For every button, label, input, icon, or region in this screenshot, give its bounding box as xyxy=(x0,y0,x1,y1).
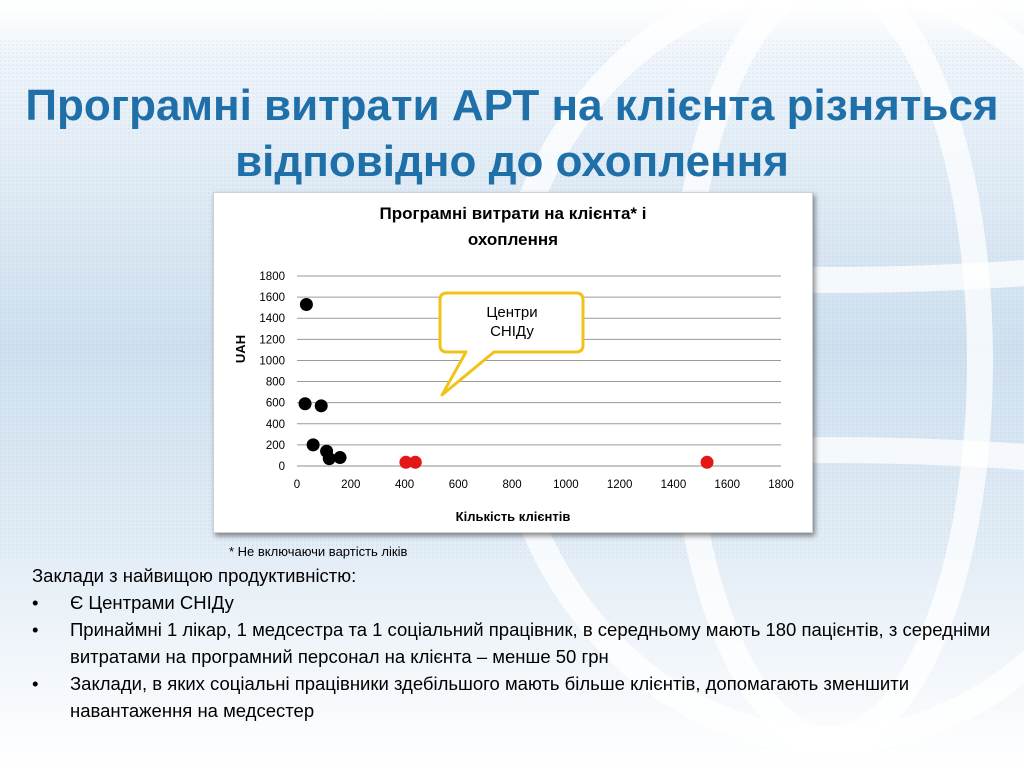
data-point xyxy=(409,456,422,469)
data-point xyxy=(701,456,714,469)
callout-text-line-2: СНІДу xyxy=(490,323,534,340)
data-point xyxy=(315,399,328,412)
x-tick-label: 800 xyxy=(502,479,522,491)
x-tick-label: 200 xyxy=(341,479,361,491)
scatter-chart xyxy=(214,193,812,532)
chart-container xyxy=(213,192,813,533)
callout-bubble xyxy=(440,293,583,395)
y-tick-label: 1200 xyxy=(259,334,285,347)
x-tick-label: 1800 xyxy=(768,479,794,491)
bullet-icon: • xyxy=(32,619,39,640)
x-axis-label: Кількість клієнтів xyxy=(455,509,571,524)
x-tick-label: 400 xyxy=(394,479,415,491)
chart-title-line-1: Програмні витрати на клієнта* і xyxy=(379,204,647,223)
bullet-icon: • xyxy=(32,592,39,613)
callout-text-line-1: Центри xyxy=(486,304,538,321)
y-tick-label: 0 xyxy=(278,461,285,473)
x-tick-label: 1600 xyxy=(714,479,741,491)
intro-text: Заклади з найвищою продуктивністю: xyxy=(32,565,357,586)
slide-title: Програмні витрати АРТ на клієнта різняться відповідно до охоплення xyxy=(25,81,999,186)
list-item xyxy=(32,589,1007,616)
x-tick-label: 0 xyxy=(293,479,301,491)
y-tick-label: 1400 xyxy=(259,313,285,326)
list-item xyxy=(32,616,1007,670)
chart-title-line-2: охоплення xyxy=(467,230,559,249)
list-item xyxy=(32,670,1007,724)
data-point xyxy=(300,298,313,311)
y-axis-label: UAH xyxy=(233,334,248,364)
bullet-icon: • xyxy=(32,673,39,694)
list-item-text: Заклади, в яких соціальні працівники здебільшого мають більше клієнтів, допомагають зменшити навантаження на медсестер xyxy=(70,673,910,721)
x-tick-label: 1200 xyxy=(606,479,633,491)
y-tick-label: 1000 xyxy=(259,355,285,368)
chart-footnote: * Не включаючи вартість ліків xyxy=(229,544,408,559)
data-point xyxy=(299,397,312,410)
y-tick-label: 1600 xyxy=(259,292,285,305)
data-point xyxy=(307,438,320,451)
x-tick-label: 600 xyxy=(448,479,468,491)
y-tick-label: 800 xyxy=(265,376,285,389)
list-item-text: Принаймні 1 лікар, 1 медсестра та 1 соціальний працівник, в середньому мають 180 пацієнтів, з середніми витратами на програмний персонал на клієнта – менше 50 грн xyxy=(70,619,991,667)
y-tick-label: 600 xyxy=(265,397,285,410)
data-point xyxy=(334,451,347,464)
y-tick-label: 200 xyxy=(265,439,285,452)
body-text xyxy=(32,562,1007,724)
x-tick-label: 1400 xyxy=(660,479,687,491)
y-tick-label: 1800 xyxy=(259,271,285,283)
x-tick-label: 1000 xyxy=(553,479,579,491)
y-tick-label: 400 xyxy=(265,418,285,431)
list-item-text: Є Центрами СНІДу xyxy=(70,592,234,613)
bullet-list xyxy=(32,589,1007,724)
